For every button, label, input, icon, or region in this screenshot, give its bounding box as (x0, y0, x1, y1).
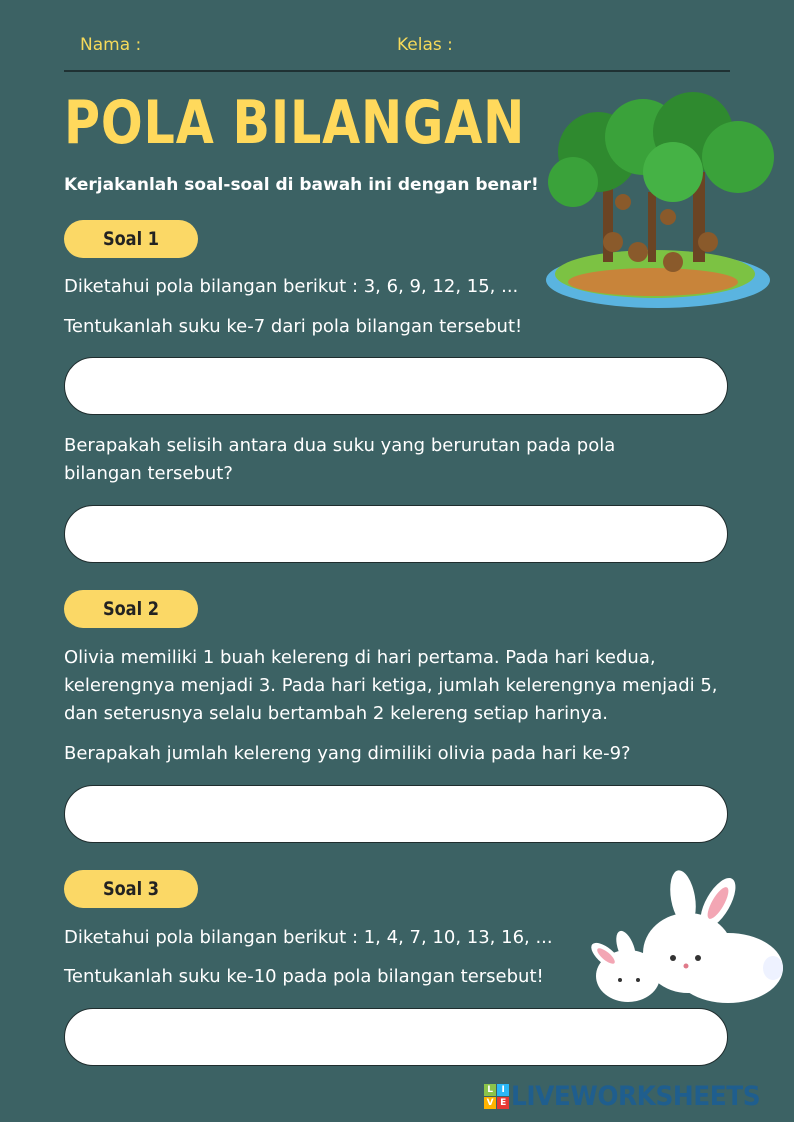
soal-3-question-1: Tentukanlah suku ke-10 pada pola bilangan tersebut! (64, 966, 544, 987)
answer-field-3[interactable] (64, 785, 728, 843)
logo-mark: L I V E (484, 1084, 509, 1109)
soal-2-text: Olivia memiliki 1 buah kelereng di hari pertama. Pada hari kedua, kelerengnya menjadi 3. Pada hari ketiga, jumlah kelerengnya menjadi 5, dan seterusnya selalu bertambah 2 kelereng setiap harinya. (64, 647, 718, 724)
bunnies-illustration (588, 868, 784, 1008)
soal-1-badge: Soal 1 (64, 220, 198, 258)
kelas-label: Kelas : (397, 35, 453, 55)
answer-field-2[interactable] (64, 505, 728, 563)
liveworksheets-logo (484, 1081, 782, 1112)
page-title: POLA BILANGAN (64, 88, 526, 158)
soal-3-badge: Soal 3 (64, 870, 198, 908)
soal-1-question-2: Berapakah selisih antara dua suku yang berurutan pada pola bilangan tersebut? (64, 435, 616, 484)
instruction-text: Kerjakanlah soal-soal di bawah ini dengan benar! (64, 175, 539, 195)
soal-2-badge: Soal 2 (64, 590, 198, 628)
soal-3-text: Diketahui pola bilangan berikut : 1, 4, 7, 10, 13, 16, ... (64, 927, 553, 948)
soal-2-question-1: Berapakah jumlah kelereng yang dimiliki olivia pada hari ke-9? (64, 743, 631, 764)
answer-field-1[interactable] (64, 357, 728, 415)
answer-field-4[interactable] (64, 1008, 728, 1066)
header-divider (64, 70, 730, 72)
soal-1-question-1: Tentukanlah suku ke-7 dari pola bilangan tersebut! (64, 316, 523, 337)
logo-text: LIVEWORKSHEETS (511, 1081, 761, 1112)
nama-label: Nama : (80, 35, 142, 55)
soal-1-text: Diketahui pola bilangan berikut : 3, 6, 9, 12, 15, ... (64, 276, 519, 297)
